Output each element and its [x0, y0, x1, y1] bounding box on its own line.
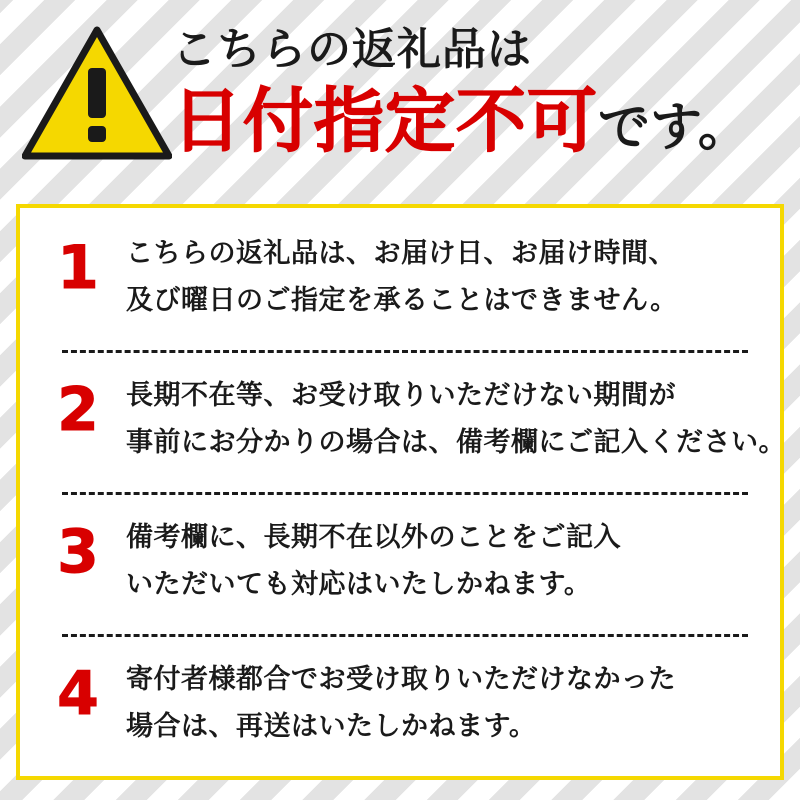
- warning-triangle-icon: [22, 26, 172, 160]
- note-line: いただいても対応はいたしかねます。: [126, 569, 592, 599]
- note-line: こちらの返礼品は、お届け日、お届け時間、: [126, 238, 676, 268]
- notes-box: [16, 204, 784, 780]
- note-line: 寄付者様都合でお受け取りいただけなかった: [126, 664, 676, 694]
- note-item: [30, 208, 770, 350]
- note-body: [126, 648, 770, 750]
- note-number: 3: [57, 517, 99, 587]
- note-line: 事前にお分かりの場合は、備考欄にご記入ください。: [126, 427, 786, 457]
- header-line-1: こちらの返礼品は: [172, 25, 532, 74]
- note-item: [30, 634, 770, 776]
- note-number: 1: [57, 233, 99, 303]
- note-line: 及び曜日のご指定を承ることはできません。: [126, 285, 678, 315]
- note-line: 備考欄に、長期不在以外のことをご記入: [126, 522, 621, 552]
- note-number: 2: [57, 375, 99, 445]
- poster-header: [0, 0, 800, 196]
- note-body: [126, 506, 770, 608]
- note-body: [126, 222, 770, 324]
- header-line-2: [172, 78, 787, 184]
- note-item: [30, 350, 786, 492]
- note-item: [30, 492, 770, 634]
- note-body: [126, 364, 786, 466]
- note-line: 場合は、再送はいたしかねます。: [126, 711, 537, 741]
- header-text-block: [172, 22, 787, 182]
- header-line-2-emphasis: 日付指定不可: [172, 82, 598, 160]
- note-number: 4: [57, 659, 99, 729]
- note-line: 長期不在等、お受け取りいただけない期間が: [126, 380, 676, 410]
- header-line-2-suffix: です。: [598, 99, 750, 157]
